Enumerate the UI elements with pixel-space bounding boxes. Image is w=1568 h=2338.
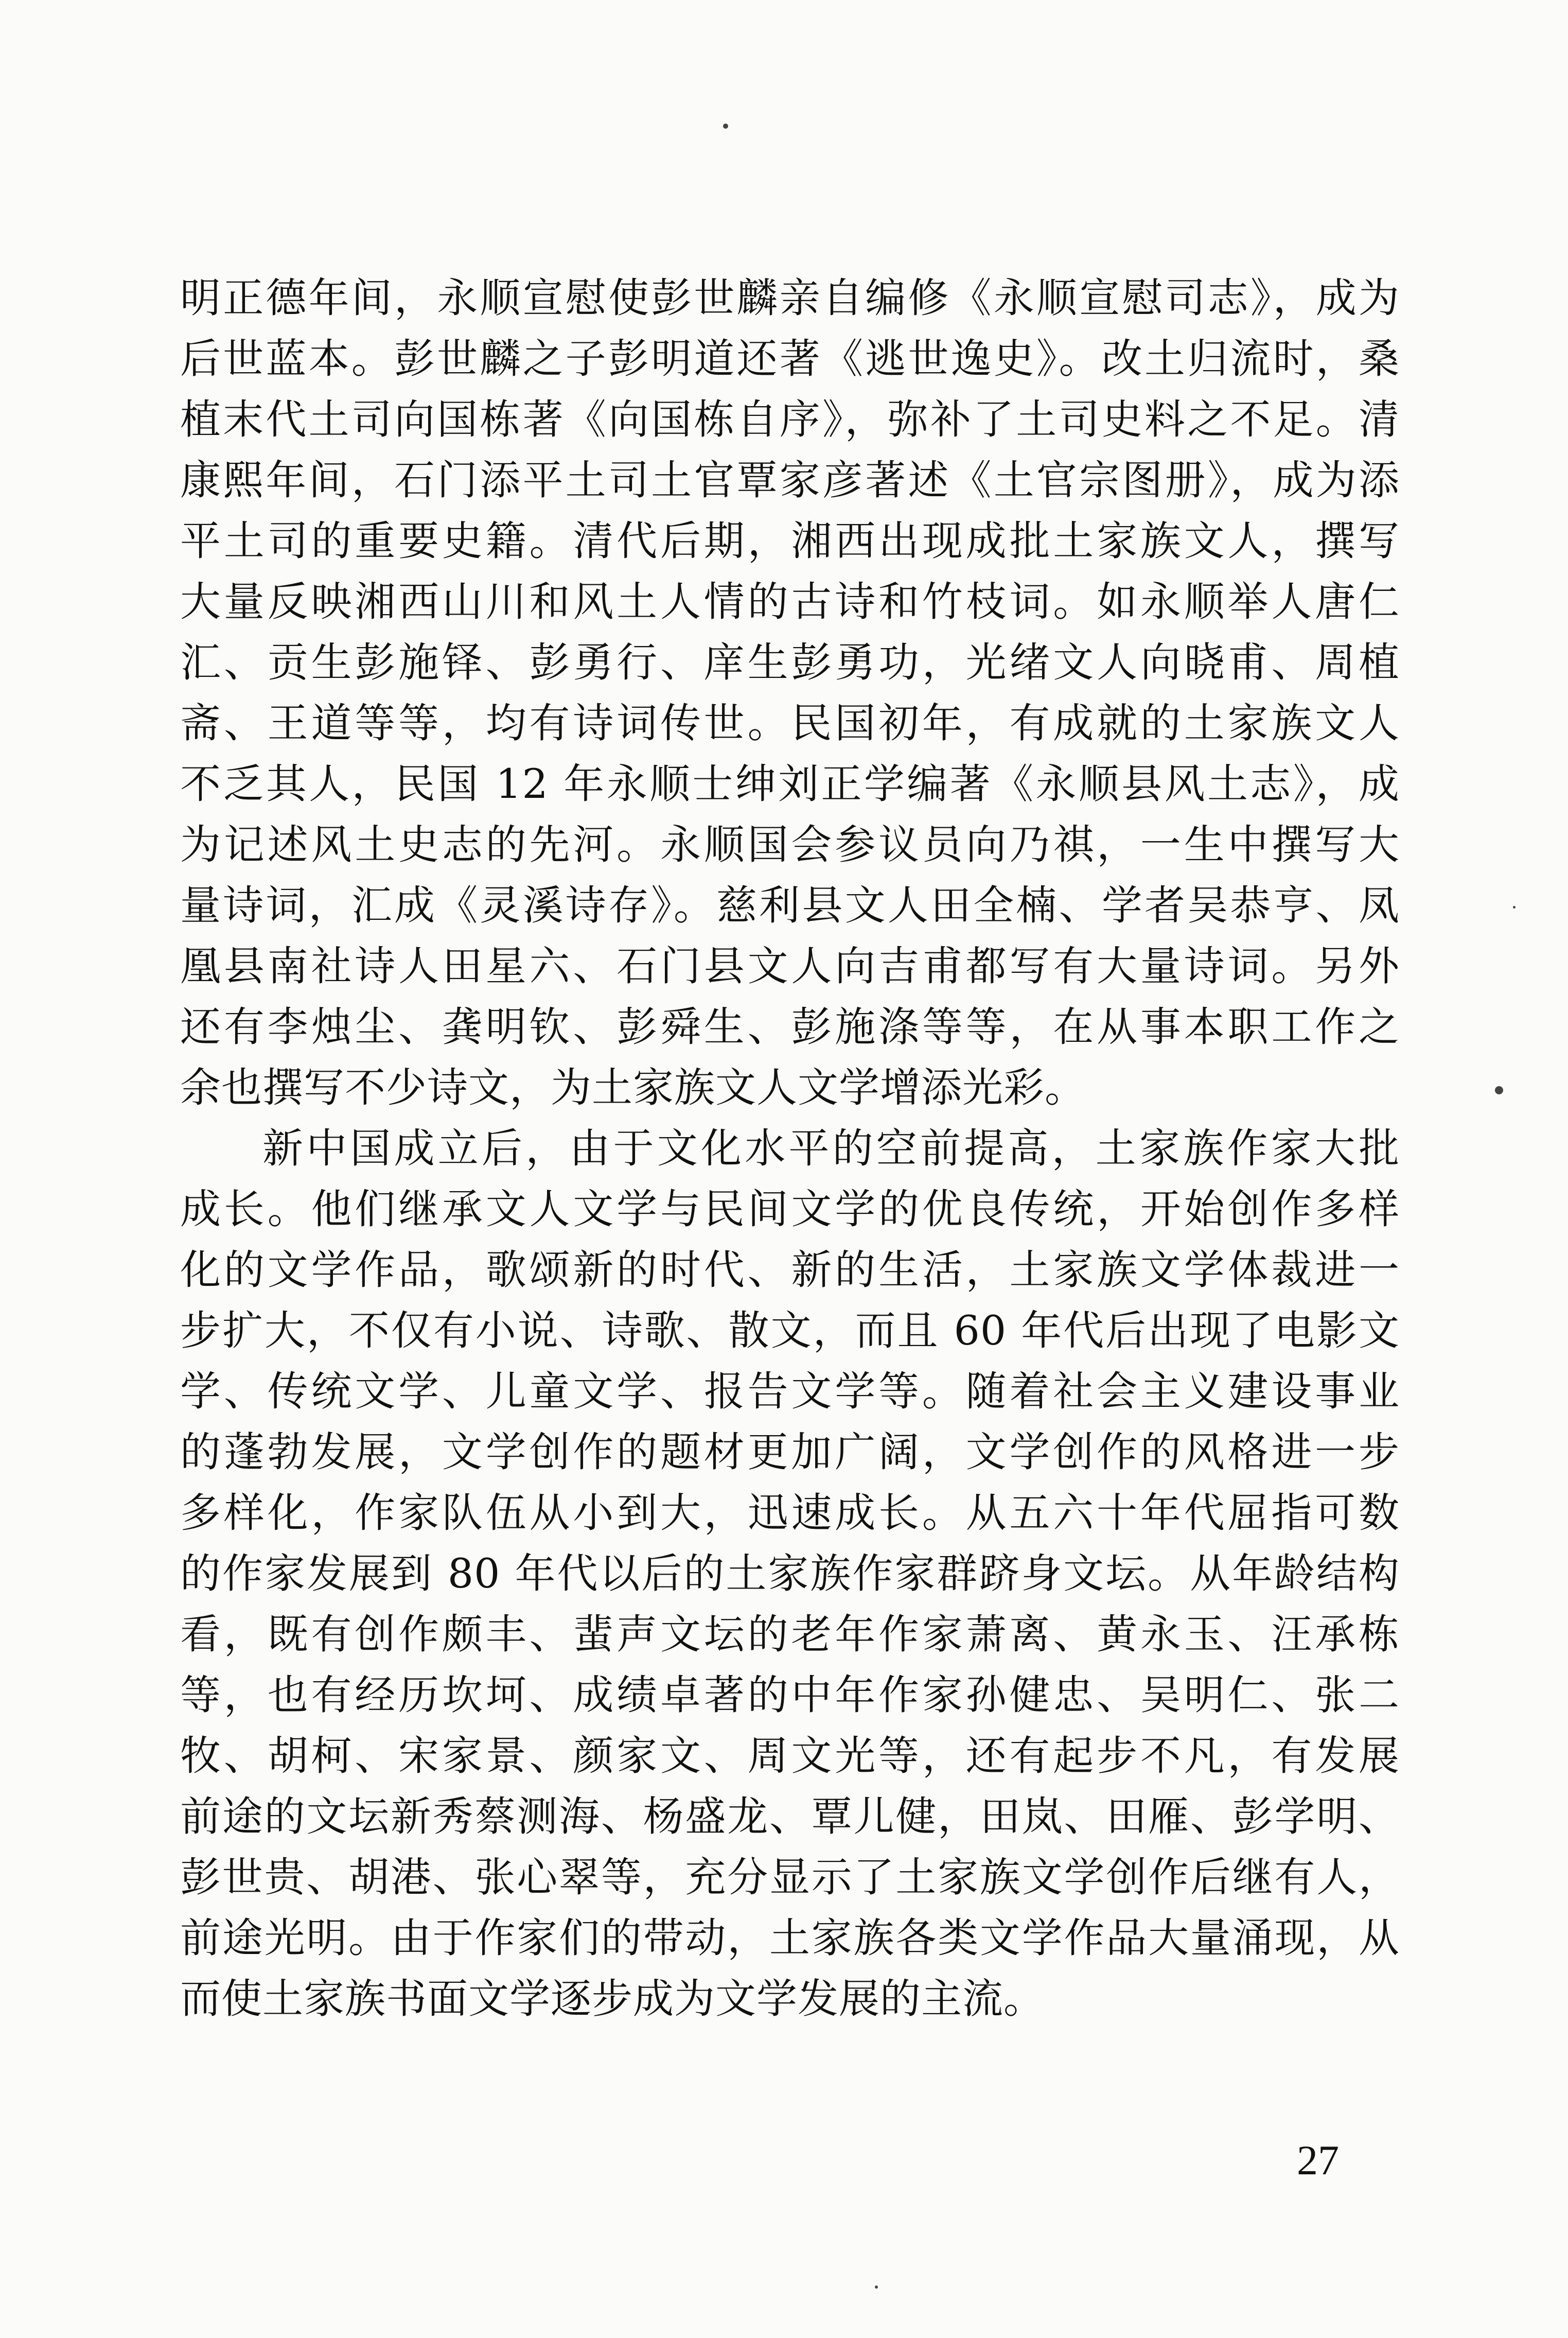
text-line: 为记述风土史志的先河。永顺国会参议员向乃祺，一生中撰写大 [180,821,1400,868]
text-line: 的作家发展到 80 年代以后的土家族作家群跻身文坛。从年龄结构 [180,1550,1400,1597]
text-line: 明正德年间，永顺宣慰使彭世麟亲自编修《永顺宣慰司志》，成为 [180,274,1400,322]
scan-speck [723,124,728,129]
scan-speck [875,2285,878,2289]
text-line: 汇、贡生彭施铎、彭勇行、庠生彭勇功，光绪文人向晓甫、周植 [180,639,1400,686]
text-line: 余也撰写不少诗文，为土家族文人文学增添光彩。 [180,1064,1086,1111]
text-line: 化的文学作品，歌颂新的时代、新的生活，土家族文学体裁进一 [180,1246,1400,1294]
text-line: 牧、胡柯、宋家景、颜家文、周文光等，还有起步不凡，有发展 [180,1732,1400,1779]
text-line: 学、传统文学、儿童文学、报告文学等。随着社会主义建设事业 [180,1368,1400,1415]
text-line: 看，既有创作颇丰、蜚声文坛的老年作家萧离、黄永玉、汪承栋 [180,1611,1400,1658]
text-line: 等，也有经历坎坷、成绩卓著的中年作家孙健忠、吴明仁、张二 [180,1671,1400,1719]
scan-speck [1495,1086,1503,1094]
text-line: 康熙年间，石门添平土司土官覃家彦著述《土官宗图册》，成为添 [180,457,1400,504]
text-line: 斋、王道等等，均有诗词传世。民国初年，有成就的土家族文人 [180,700,1400,747]
text-line: 平土司的重要史籍。清代后期，湘西出现成批土家族文人，撰写 [180,517,1400,565]
body-text [180,268,1400,2029]
text-line: 多样化，作家队伍从小到大，迅速成长。从五六十年代屈指可数 [180,1489,1400,1537]
text-line: 量诗词，汇成《灵溪诗存》。慈利县文人田全楠、学者吴恭亨、凤 [180,882,1400,929]
text-line: 而使土家族书面文学逐步成为文学发展的主流。 [180,1975,1045,2022]
page-number: 27 [1297,2137,1339,2184]
text-line: 植末代土司向国栋著《向国栋自序》，弥补了土司史料之不足。清 [180,396,1400,443]
text-line: 后世蓝本。彭世麟之子彭明道还著《逃世逸史》。改土归流时，桑 [180,335,1400,382]
text-line: 的蓬勃发展，文学创作的题材更加广阔，文学创作的风格进一步 [180,1428,1400,1476]
text-line: 大量反映湘西山川和风土人情的古诗和竹枝词。如永顺举人唐仁 [180,578,1400,625]
text-line: 凰县南社诗人田星六、石门县文人向吉甫都写有大量诗词。另外 [180,943,1400,990]
text-line: 新中国成立后，由于文化水平的空前提高，土家族作家大批 [262,1125,1400,1172]
text-line: 前途光明。由于作家们的带动，土家族各类文学作品大量涌现，从 [180,1914,1400,1962]
text-line: 还有李烛尘、龚明钦、彭舜生、彭施涤等等，在从事本职工作之 [180,1003,1400,1051]
scan-speck [1513,906,1516,909]
text-line: 步扩大，不仅有小说、诗歌、散文，而且 60 年代后出现了电影文 [180,1307,1400,1354]
text-line: 前途的文坛新秀蔡测海、杨盛龙、覃儿健，田岚、田雁、彭学明、 [180,1793,1400,1840]
text-line: 成长。他们继承文人文学与民间文学的优良传统，开始创作多样 [180,1185,1400,1233]
text-line: 不乏其人，民国 12 年永顺士绅刘正学编著《永顺县风土志》，成 [180,760,1400,808]
text-line: 彭世贵、胡港、张心翠等，充分显示了土家族文学创作后继有人， [180,1854,1400,1901]
